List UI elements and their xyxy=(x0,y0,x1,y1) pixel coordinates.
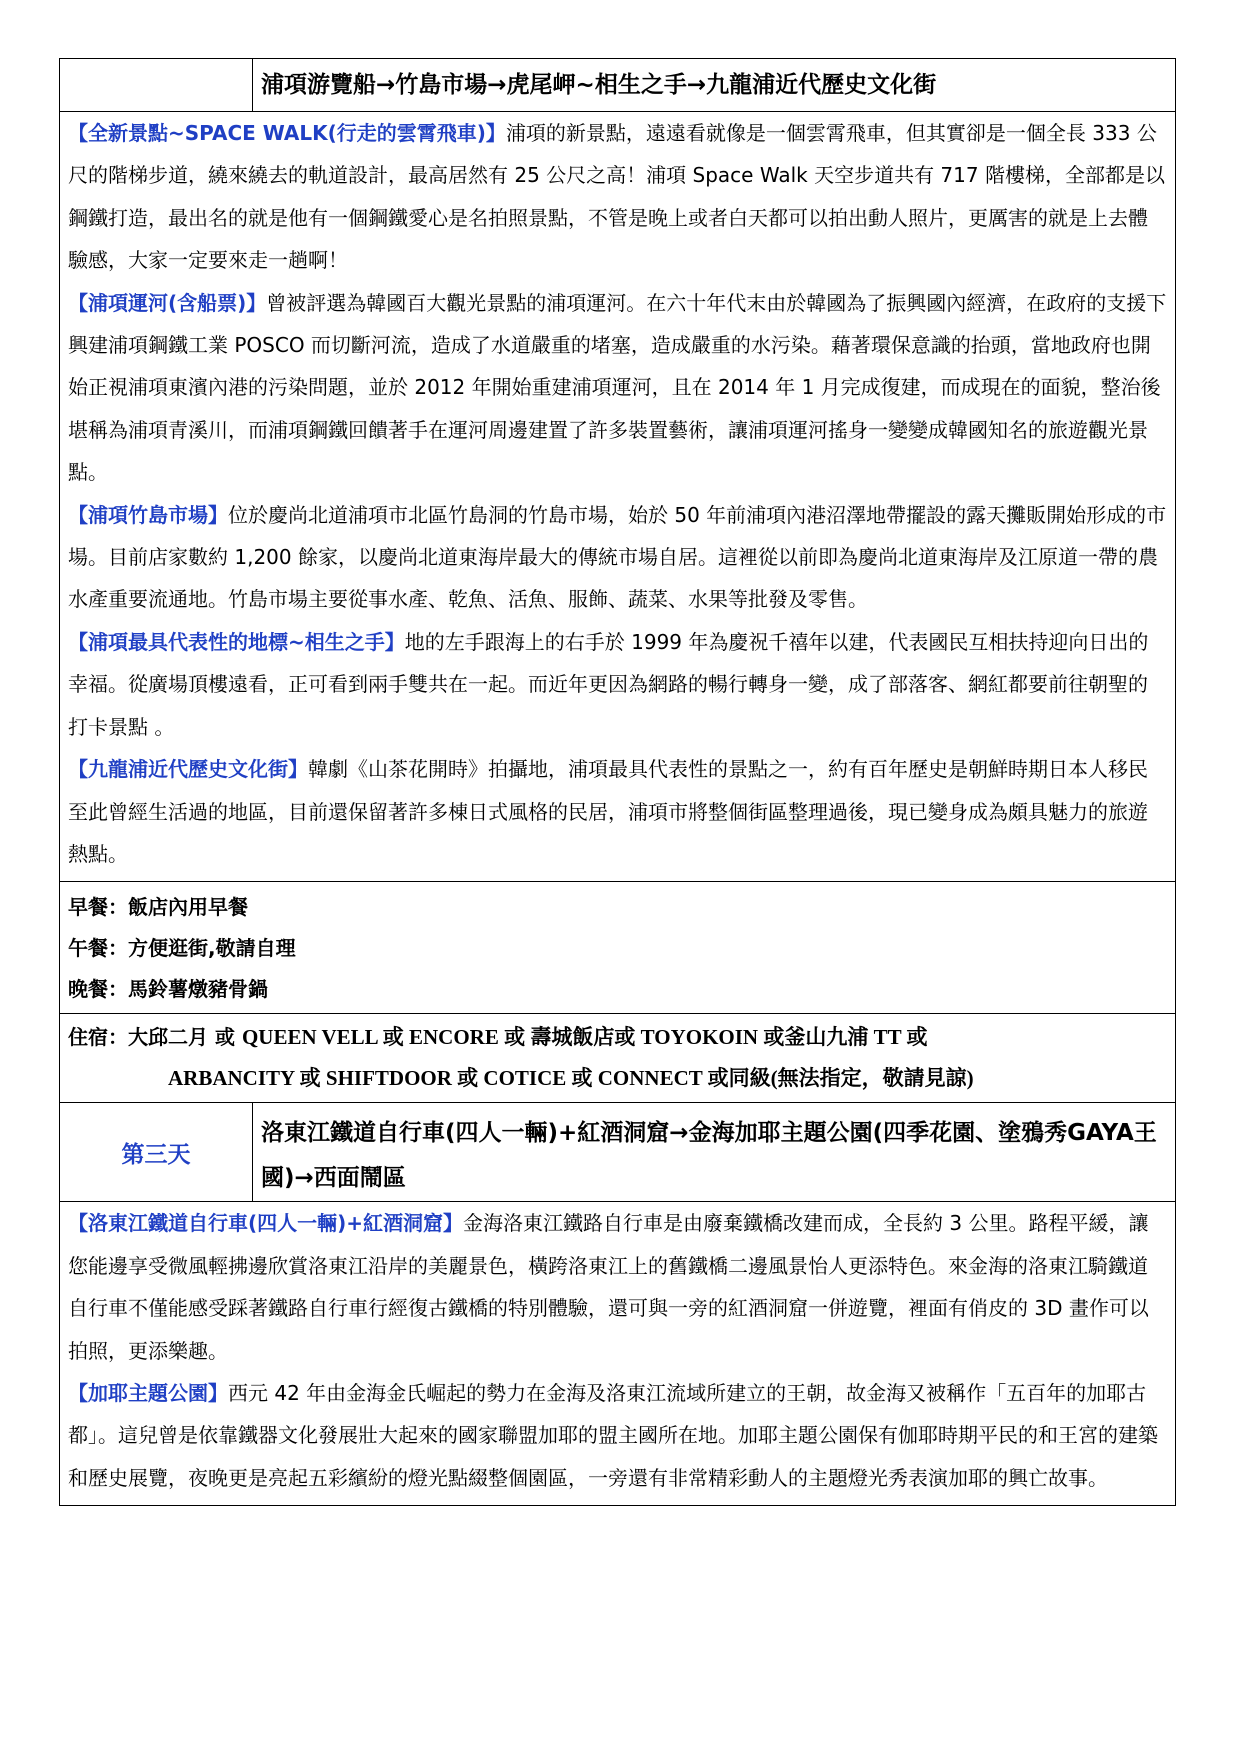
lodging-hotels-1: QUEEN VELL 或 ENCORE 或 壽城飯店或 TOYOKOIN 或釜山九浦 TT 或 xyxy=(241,1025,928,1050)
day3-header-row xyxy=(60,1103,1176,1202)
breakfast: 早餐：飯店內用早餐 xyxy=(68,895,248,920)
lodging-prefix: 住宿：大邱二月 或 xyxy=(68,1025,242,1050)
section-heading: 【浦項竹島市場】 xyxy=(68,502,228,527)
section-text: 曾被評選為韓國百大觀光景點的浦項運河。在六十年代末由於韓國為了振興國內經濟，在政府的支援下興建浦項鋼鐵工業 POSCO 而切斷河流，造成了水道嚴重的堵塞，造成嚴重的水污染。藉著環保意識的抬頭，當地政府也開始正視浦項東濱內港的污染問題，並於 2012 年開始重建浦項運河，且在 2014 年 1 月完成復建，而成現在的面貌，整治後堪稱為浦項青溪川，而浦項鋼鐵回饋著手在運河周邊建置了許多裝置藝術，讓浦項運河搖身一變變成韓國知名的旅遊觀光景點。 xyxy=(68,290,1167,485)
day3-content xyxy=(60,1202,1176,1506)
day3-title: 洛東江鐵道自行車(四人一輛)+紅酒洞窟→金海加耶主題公園(四季花園、塗鴉秀GAYA王國)→西面鬧區 xyxy=(261,1120,1157,1192)
section-text: 地的左手跟海上的右手於 1999 年為慶祝千禧年以建，代表國民互相扶持迎向日出的幸福。從廣場頂樓遠看，正可看到兩手雙共在一起。而近年更因為網路的暢行轉身一變，成了部落客、網紅都要前往朝聖的打卡景點 。 xyxy=(68,629,1149,739)
day2-lodging-row xyxy=(60,1014,1176,1103)
lunch: 午餐：方便逛街,敬請自理 xyxy=(68,936,296,961)
section-pohang-canal xyxy=(68,282,1167,494)
section-text: 韓劇《山茶花開時》拍攝地，浦項最具代表性的景點之一，約有百年歷史是朝鮮時期日本人移民至此曾經生活過的地區，目前還保留著許多棟日式風格的民居，浦項市將整個街區整理過後，現已變身成為頗具魅力的旅遊熱點。 xyxy=(68,757,1148,866)
dinner: 晚餐：馬鈴薯燉豬骨鍋 xyxy=(68,977,268,1002)
section-text: 西元 42 年由金海金氏崛起的勢力在金海及洛東江流域所建立的王朝，故金海又被稱作「五百年的加耶古都」。這兒曾是依靠鐵器文化發展壯大起來的國家聯盟加耶的盟主國所在地。加耶主題公園保有伽耶時期平民的和王宮的建築和歷史展覽，夜晚更是亮起五彩繽紛的燈光點綴整個園區，一旁還有非常精彩動人的主題燈光秀表演加耶的興亡故事。 xyxy=(68,1380,1158,1490)
lodging-line-2: ARBANCITY 或 SHIFTDOOR 或 COTICE 或 CONNECT 或同級(無法指定，敬請見諒) xyxy=(168,1066,974,1091)
section-heading: 【浦項最具代表性的地標~相生之手】 xyxy=(68,629,405,654)
section-heading: 【浦項運河(含船票)】 xyxy=(68,290,267,315)
day2-content xyxy=(60,112,1176,882)
section-heading: 【全新景點~SPACE WALK(行走的雲霄飛車)】 xyxy=(68,121,506,145)
section-text: 浦項的新景點，遠遠看就像是一個雲霄飛車，但其實卻是一個全長 333 公尺的階梯步道，繞來繞去的軌道設計，最高居然有 25 公尺之高！浦項 Space Walk 天空步道共有 717 階樓梯，全部都是以鋼鐵打造，最出名的就是他有一個鋼鐵愛心是名拍照景點，不管是晚上或者白天都可以拍出動人照片，更厲害的就是上去體驗感，大家一定要來走一趟啊！ xyxy=(68,121,1165,273)
day2-label xyxy=(60,59,253,112)
section-heading: 【九龍浦近代歷史文化街】 xyxy=(68,757,308,782)
section-gaya-theme-park xyxy=(68,1372,1167,1499)
lodging-cell xyxy=(60,1014,1176,1103)
day2-title-cell xyxy=(253,59,1176,112)
day3-title-cell xyxy=(253,1103,1176,1202)
section-heading: 【加耶主題公園】 xyxy=(68,1380,228,1405)
lodging-line-1 xyxy=(68,1017,1167,1058)
day2-title: 浦項游覽船→竹島市場→虎尾岬~相生之手→九龍浦近代歷史文化街 xyxy=(261,72,937,98)
day2-header-row xyxy=(60,59,1176,112)
meals-cell xyxy=(60,882,1176,1014)
day2-content-row xyxy=(60,112,1176,882)
section-text: 位於慶尚北道浦項市北區竹島洞的竹島市場，始於 50 年前浦項內港沼澤地帶擺設的露天攤販開始形成的市場。目前店家數約 1,200 餘家，以慶尚北道東海岸最大的傳統市場自居。這裡從以前即為慶尚北道東海岸及江原道一帶的農水產重要流通地。竹島市場主要從事水產、乾魚、活魚、服飾、蔬菜、水果等批發及零售。 xyxy=(68,502,1167,612)
section-jukdo-market xyxy=(68,494,1167,621)
itinerary-table xyxy=(59,58,1176,1506)
section-text: 金海洛東江鐵路自行車是由廢棄鐵橋改建而成，全長約 3 公里。路程平緩，讓您能邊享受微風輕拂邊欣賞洛東江沿岸的美麗景色，橫跨洛東江上的舊鐵橋二邊風景怡人更添特色。來金海的洛東江騎鐵道自行車不僅能感受踩著鐵路自行車行經復古鐵橋的特別體驗，還可與一旁的紅酒洞窟一併遊覽，裡面有俏皮的 3D 畫作可以拍照，更添樂趣。 xyxy=(68,1211,1149,1363)
section-guryongpo-street xyxy=(68,748,1167,875)
section-rail-bike xyxy=(68,1202,1167,1372)
section-heading: 【洛東江鐵道自行車(四人一輛)+紅酒洞窟】 xyxy=(68,1211,464,1236)
day2-meals-row xyxy=(60,882,1176,1014)
day3-label: 第三天 xyxy=(60,1103,253,1202)
section-space-walk xyxy=(68,112,1167,282)
day3-content-row xyxy=(60,1202,1176,1506)
section-hand-of-harmony xyxy=(68,621,1167,748)
